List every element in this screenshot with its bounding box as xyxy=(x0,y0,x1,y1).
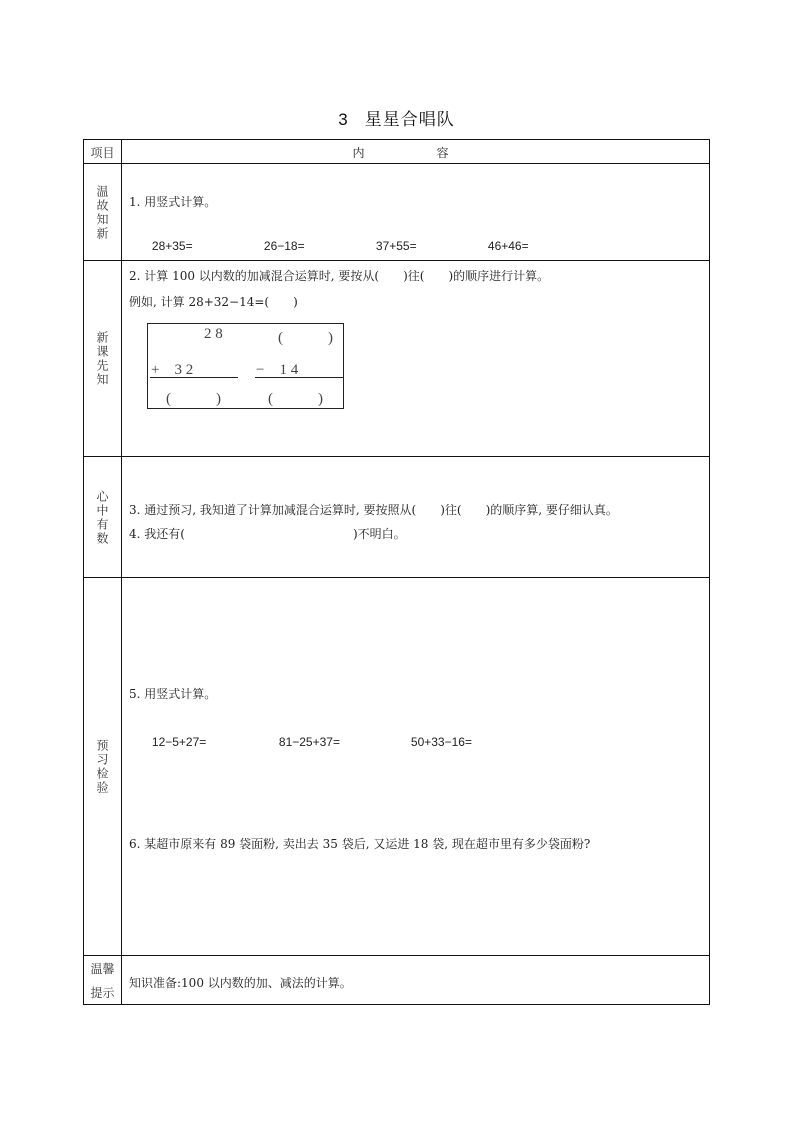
header-project: 项目 xyxy=(90,145,115,160)
calc-bottom-right-blank: ( ) xyxy=(268,391,323,407)
calc-top-left: 2 8 xyxy=(204,326,223,342)
expr-row xyxy=(129,709,472,749)
row-label-new-lesson xyxy=(84,261,121,457)
question-3: 3. 通过预习, 我知道了计算加减混合运算时, 要按照从( )往( )的顺序算, 要仔细认真。 xyxy=(129,503,618,517)
vertical-calculation-box xyxy=(147,323,344,409)
section-self-check xyxy=(129,497,618,545)
expr: 81−25+37= xyxy=(278,735,340,749)
example-line: 例如, 计算 28+32−14=( ) xyxy=(129,295,298,309)
section-review xyxy=(129,191,529,253)
calc-underline-left xyxy=(150,377,238,378)
expr: 28+35= xyxy=(151,239,193,253)
worksheet-table xyxy=(83,139,710,1005)
row-divider xyxy=(84,456,709,457)
row-label-text: 新课先知 xyxy=(95,331,109,387)
question-5: 5. 用竖式计算。 xyxy=(129,687,217,701)
row-divider xyxy=(84,577,709,578)
row-divider xyxy=(84,260,709,261)
lesson-number: 3 xyxy=(338,110,349,129)
expr: 37+55= xyxy=(375,239,417,253)
row-divider xyxy=(84,955,709,956)
row-label-review xyxy=(84,164,121,261)
expr: 46+46= xyxy=(487,239,529,253)
calc-bottom-left-blank: ( ) xyxy=(166,391,221,407)
tip-text: 知识准备:100 以内数的加、减法的计算。 xyxy=(129,976,352,990)
calc-underline-right xyxy=(255,377,343,378)
question-4: 4. 我还有( )不明白。 xyxy=(129,527,406,541)
row-label-text: 预习检验 xyxy=(95,739,109,795)
question-6: 6. 某超市原来有 89 袋面粉, 卖出去 35 袋后, 又运进 18 袋, 现在超市里有多少袋面粉? xyxy=(129,837,591,851)
section-preview-test xyxy=(129,683,472,749)
row-label-self-check xyxy=(84,457,121,578)
row-label-line2: 提示 xyxy=(90,986,115,1000)
section-new-lesson xyxy=(129,265,549,313)
row-divider xyxy=(84,163,709,164)
expr: 26−18= xyxy=(263,239,305,253)
section-tips xyxy=(129,972,352,994)
expr: 12−5+27= xyxy=(151,735,207,749)
row-label-line1: 温馨 xyxy=(90,962,115,976)
calc-mid-right: − 1 4 xyxy=(256,362,299,378)
row-label-tips xyxy=(84,956,121,1006)
calc-top-right-blank: ( ) xyxy=(278,330,333,346)
header-content: 内 容 xyxy=(352,145,479,160)
column-divider xyxy=(121,140,122,1004)
row-label-text: 温故知新 xyxy=(95,184,109,241)
row-label-text: 心中有数 xyxy=(95,489,109,546)
page-title xyxy=(0,105,793,130)
lesson-title: 星星合唱队 xyxy=(364,110,455,130)
expr-row xyxy=(129,213,529,253)
question-2: 2. 计算 100 以内数的加减混合运算时, 要按从( )往( )的顺序进行计算。 xyxy=(129,269,550,283)
expr: 50+33−16= xyxy=(410,735,472,749)
row-label-preview-test xyxy=(84,578,121,956)
section-word-problem xyxy=(129,833,590,855)
question-1: 1. 用竖式计算。 xyxy=(129,195,217,209)
calc-mid-left: + 3 2 xyxy=(151,362,194,378)
